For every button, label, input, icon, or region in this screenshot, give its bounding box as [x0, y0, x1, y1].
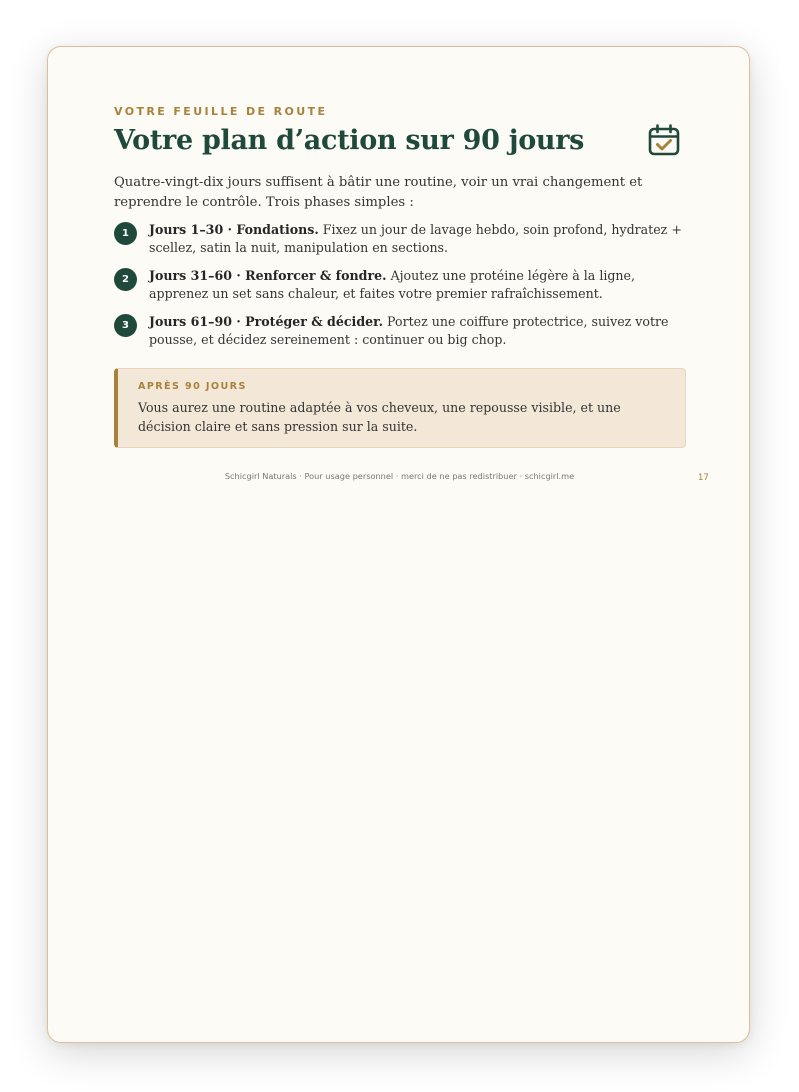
intro-paragraph: Quatre-vingt-dix jours suffisent à bâtir une routine, voir un vrai changement et reprendre le contrôle. Trois phases simples :: [114, 175, 643, 210]
phase-item: [114, 267, 688, 303]
phase-number-badge: 2: [114, 268, 137, 291]
phase-heading: Jours 61–90 · Protéger & décider.: [149, 314, 384, 329]
phase-number-badge: 3: [114, 314, 137, 337]
page-footer: Schicgirl Naturals · Pour usage personnel · merci de ne pas redistribuer · schicgirl.me: [224, 471, 575, 481]
calendar-check-icon: [647, 123, 681, 157]
phase-heading: Jours 1–30 · Fondations.: [149, 222, 319, 237]
phase-list: [114, 221, 688, 359]
document-page: [47, 46, 750, 1043]
phase-item: [114, 221, 688, 257]
page-number: 17: [698, 473, 709, 483]
phase-description: Ajoutez une protéine légère à la ligne, apprenez un set sans chaleur, et faites votre premier rafraîchissement.: [149, 268, 636, 301]
outcome-callout: [114, 368, 686, 448]
page-title: Votre plan d’action sur 90 jours: [114, 125, 585, 156]
phase-heading: Jours 31–60 · Renforcer & fondre.: [149, 268, 387, 283]
phase-description: Portez une coiffure protectrice, suivez votre pousse, et décidez sereinement : continuer ou big chop.: [149, 314, 669, 347]
phase-number-badge: 1: [114, 222, 137, 245]
phase-item: [114, 313, 688, 349]
callout-label: APRÈS 90 JOURS: [138, 381, 247, 392]
phase-description: Fixez un jour de lavage hebdo, soin profond, hydratez + scellez, satin la nuit, manipulation en sections.: [149, 222, 682, 255]
section-eyebrow: VOTRE FEUILLE DE ROUTE: [114, 105, 328, 118]
callout-text: Vous aurez une routine adaptée à vos cheveux, une repousse visible, et une décision claire et sans pression sur la suite.: [138, 400, 621, 434]
